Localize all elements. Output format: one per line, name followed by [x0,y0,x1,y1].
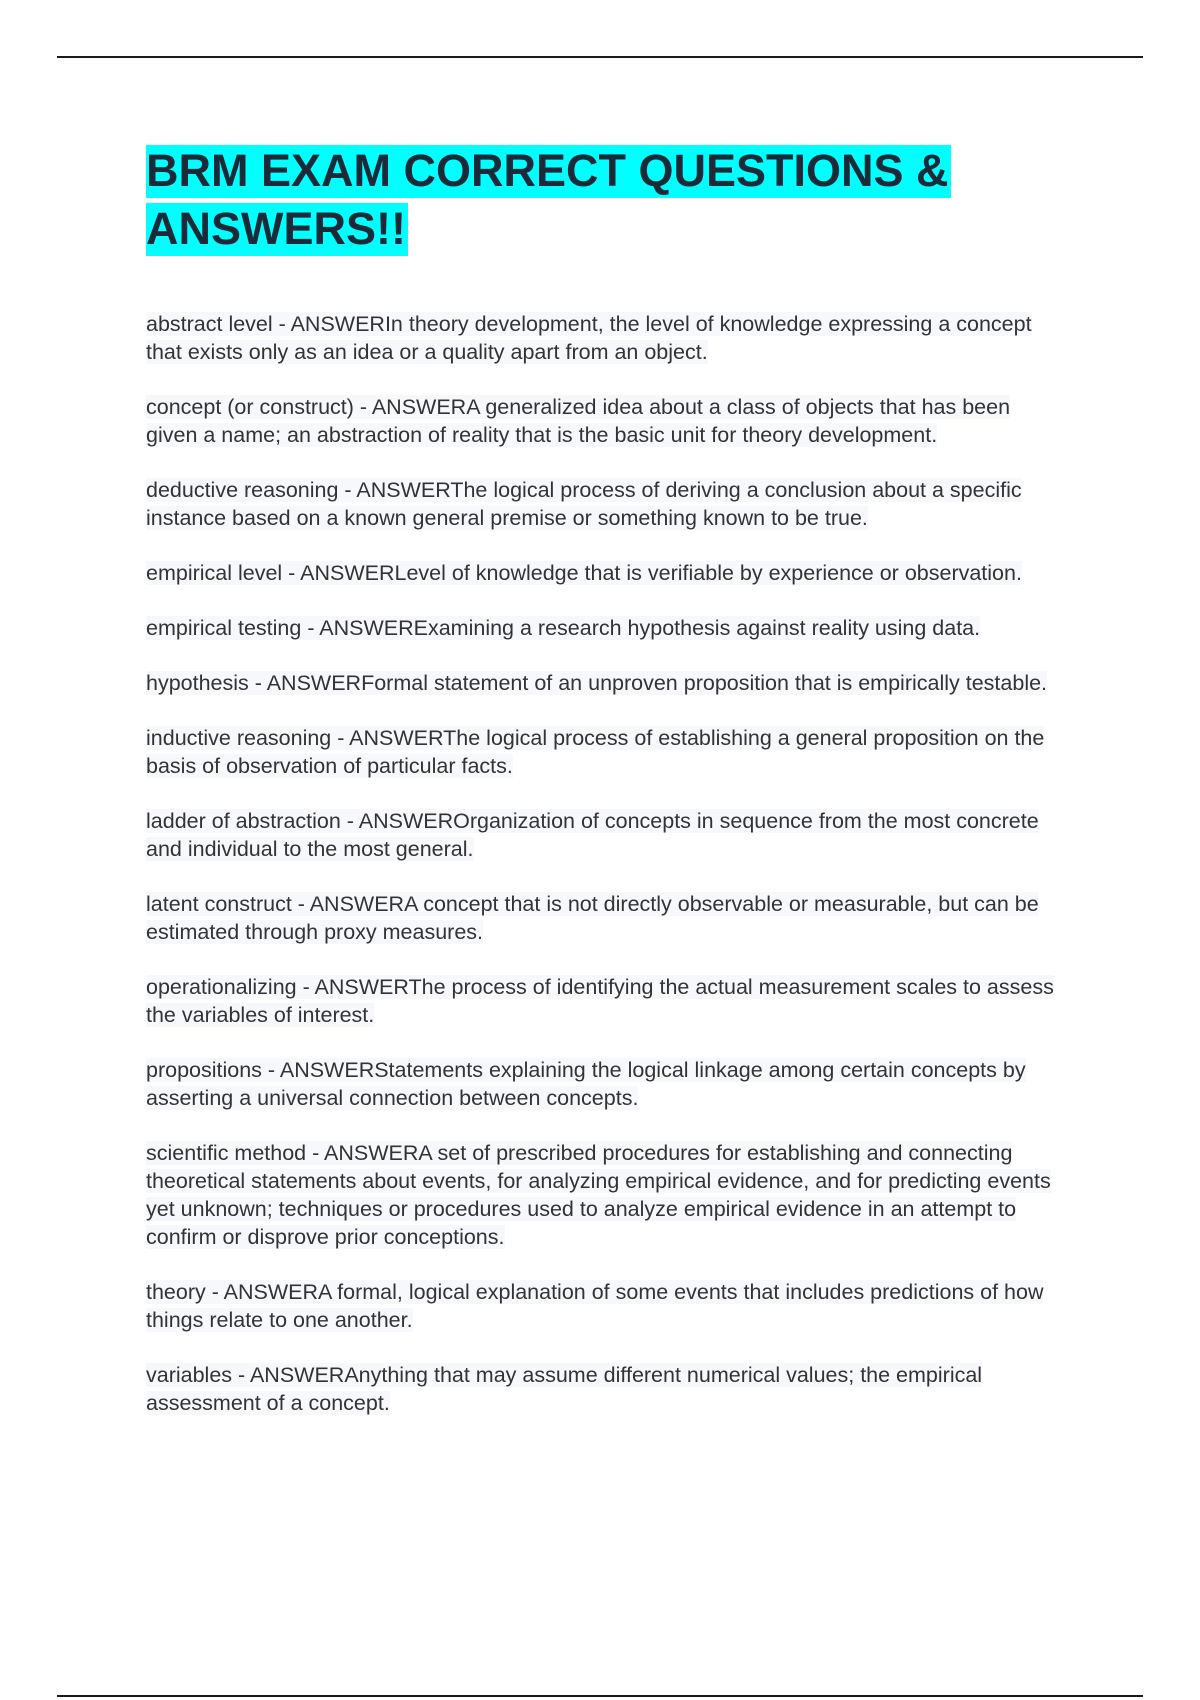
qa-item [146,1361,1066,1417]
qa-item [146,310,1066,366]
qa-item-text: operationalizing - ANSWERThe process of identifying the actual measurement scales to assess the variables of interest. [146,975,1054,1027]
qa-item-text: empirical testing - ANSWERExamining a research hypothesis against reality using data. [146,616,981,640]
qa-item [146,724,1066,780]
qa-item-text: abstract level - ANSWERIn theory development, the level of knowledge expressing a concept that exists only as an idea or a quality apart from an object. [146,312,1032,364]
qa-list [146,310,1066,1444]
qa-item [146,559,1066,587]
qa-item-text: empirical level - ANSWERLevel of knowledge that is verifiable by experience or observation. [146,561,1022,585]
qa-item [146,1139,1066,1251]
qa-item [146,614,1066,642]
qa-item [146,973,1066,1029]
bottom-rule [57,1695,1143,1697]
qa-item [146,669,1066,697]
document-title-text: BRM EXAM CORRECT QUESTIONS & ANSWERS!! [146,145,949,254]
qa-item [146,1278,1066,1334]
qa-item-text: hypothesis - ANSWERFormal statement of an unproven proposition that is empirically testable. [146,671,1048,695]
qa-item-text: ladder of abstraction - ANSWEROrganization of concepts in sequence from the most concrete and individual to the most general. [146,809,1039,861]
qa-item-text: concept (or construct) - ANSWERA generalized idea about a class of objects that has been given a name; an abstraction of reality that is the basic unit for theory development. [146,395,1011,447]
qa-item [146,393,1066,449]
qa-item-text: inductive reasoning - ANSWERThe logical process of establishing a general proposition on the basis of observation of particular facts. [146,726,1045,778]
qa-item-text: propositions - ANSWERStatements explaining the logical linkage among certain concepts by asserting a universal connection between concepts. [146,1058,1026,1110]
top-rule [57,56,1143,58]
document-title [146,142,1086,258]
qa-item-text: latent construct - ANSWERA concept that is not directly observable or measurable, but can be estimated through proxy measures. [146,892,1039,944]
qa-item-text: deductive reasoning - ANSWERThe logical process of deriving a conclusion about a specific instance based on a known general premise or something known to be true. [146,478,1022,530]
qa-item [146,1056,1066,1112]
qa-item [146,476,1066,532]
qa-item-text: scientific method - ANSWERA set of prescribed procedures for establishing and connecting theoretical statements about events, for analyzing empirical evidence, and for predicting events yet unknown; techniques or procedures used to analyze empirical evidence in an attempt to confirm or disprove prior conceptions. [146,1141,1051,1249]
qa-item [146,890,1066,946]
qa-item [146,807,1066,863]
qa-item-text: variables - ANSWERAnything that may assume different numerical values; the empirical assessment of a concept. [146,1363,983,1415]
qa-item-text: theory - ANSWERA formal, logical explanation of some events that includes predictions of how things relate to one another. [146,1280,1044,1332]
